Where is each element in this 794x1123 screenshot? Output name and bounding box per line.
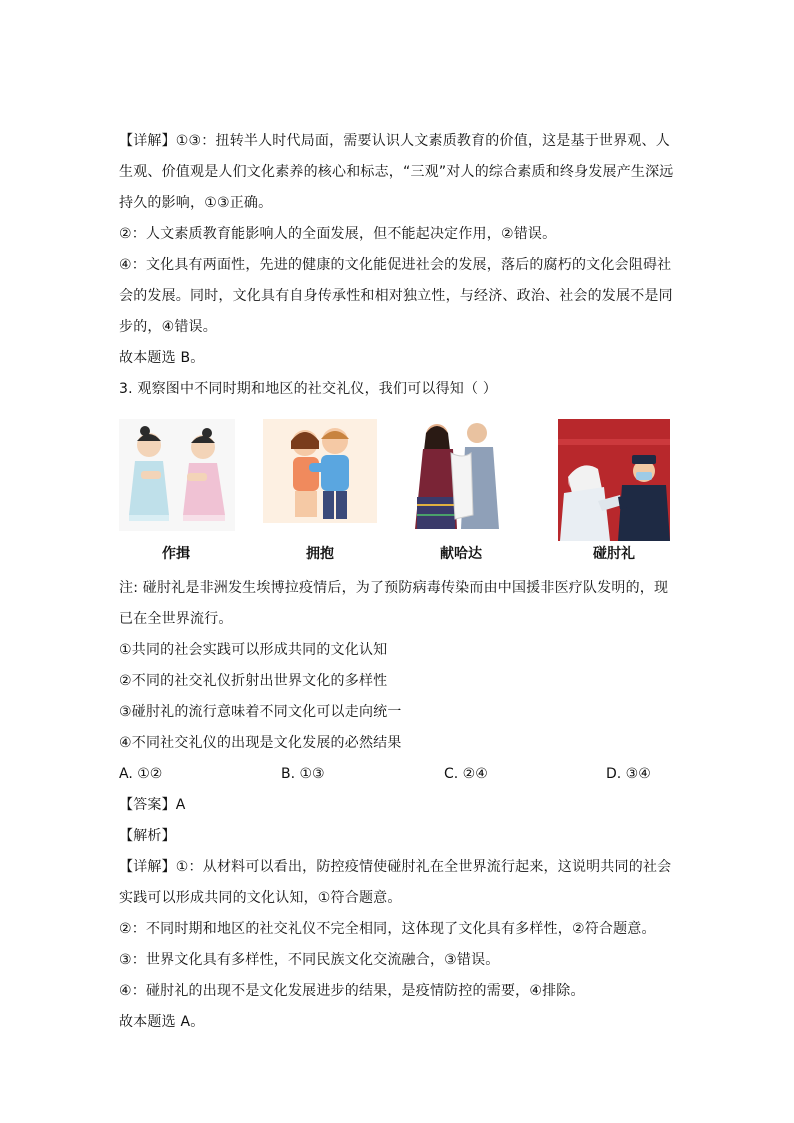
detail-2: ②：不同时期和地区的社交礼仪不完全相同，这体现了文化具有多样性，②符合题意。 [119,921,656,937]
elbow-bump-image [558,419,670,541]
analysis-label: 【解析】 [119,828,176,844]
statement-1: ①共同的社会实践可以形成共同的文化认知 [119,642,388,658]
hug-image [263,419,377,523]
statement-3: ③碰肘礼的流行意味着不同文化可以走向统一 [119,704,402,720]
option-a: A. ①② [119,766,163,782]
option-c: C. ②④ [444,766,488,782]
option-d: D. ③④ [606,766,651,782]
hada-image [411,419,511,531]
conclusion: 故本题选 A。 [119,1014,205,1030]
question-stem: 3. 观察图中不同时期和地区的社交礼仪，我们可以得知（ ） [119,381,498,397]
prev-conclusion: 故本题选 B。 [119,350,205,366]
statement-4: ④不同社交礼仪的出现是文化发展的必然结果 [119,735,402,751]
page-content [119,126,679,1038]
option-b: B. ①③ [281,766,325,782]
detail-1: 【详解】①：从材料可以看出，防控疫情使碰肘礼在全世界流行起来，这说明共同的社会实践可以形成共同的文化认知，①符合题意。 [119,859,672,906]
image-captions [119,539,679,573]
caption-elbow: 碰肘礼 [593,546,635,562]
caption-hada: 献哈达 [440,546,482,562]
prev-detail-1: 【详解】①③：扭转半人时代局面，需要认识人文素质教育的价值，这是基于世界观、人生观、价值观是人们文化素养的核心和标志，“三观”对人的综合素质和终身发展产生深远持久的影响，①③正确。 [119,133,674,211]
etiquette-images [119,419,679,539]
statement-2: ②不同的社交礼仪折射出世界文化的多样性 [119,673,388,689]
prev-detail-3: ④：文化具有两面性，先进的健康的文化能促进社会的发展，落后的腐朽的文化会阻碍社会的发展。同时，文化具有自身传承性和相对独立性，与经济、政治、社会的发展不是同步的，④错误。 [119,257,673,335]
detail-4: ④：碰肘礼的出现不是文化发展进步的结果，是疫情防控的需要，④排除。 [119,983,585,999]
answer: 【答案】A [119,797,186,813]
note: 注: 碰肘礼是非洲发生埃博拉疫情后，为了预防病毒传染而由中国援非医疗队发明的，现已在全世界流行。 [119,580,669,627]
caption-bow: 作揖 [162,546,190,562]
bowing-image [119,419,235,531]
detail-3: ③：世界文化具有多样性，不同民族文化交流融合，③错误。 [119,952,500,968]
prev-detail-2: ②：人文素质教育能影响人的全面发展，但不能起决定作用，②错误。 [119,226,557,242]
caption-hug: 拥抱 [306,546,334,562]
answer-options [119,759,679,790]
